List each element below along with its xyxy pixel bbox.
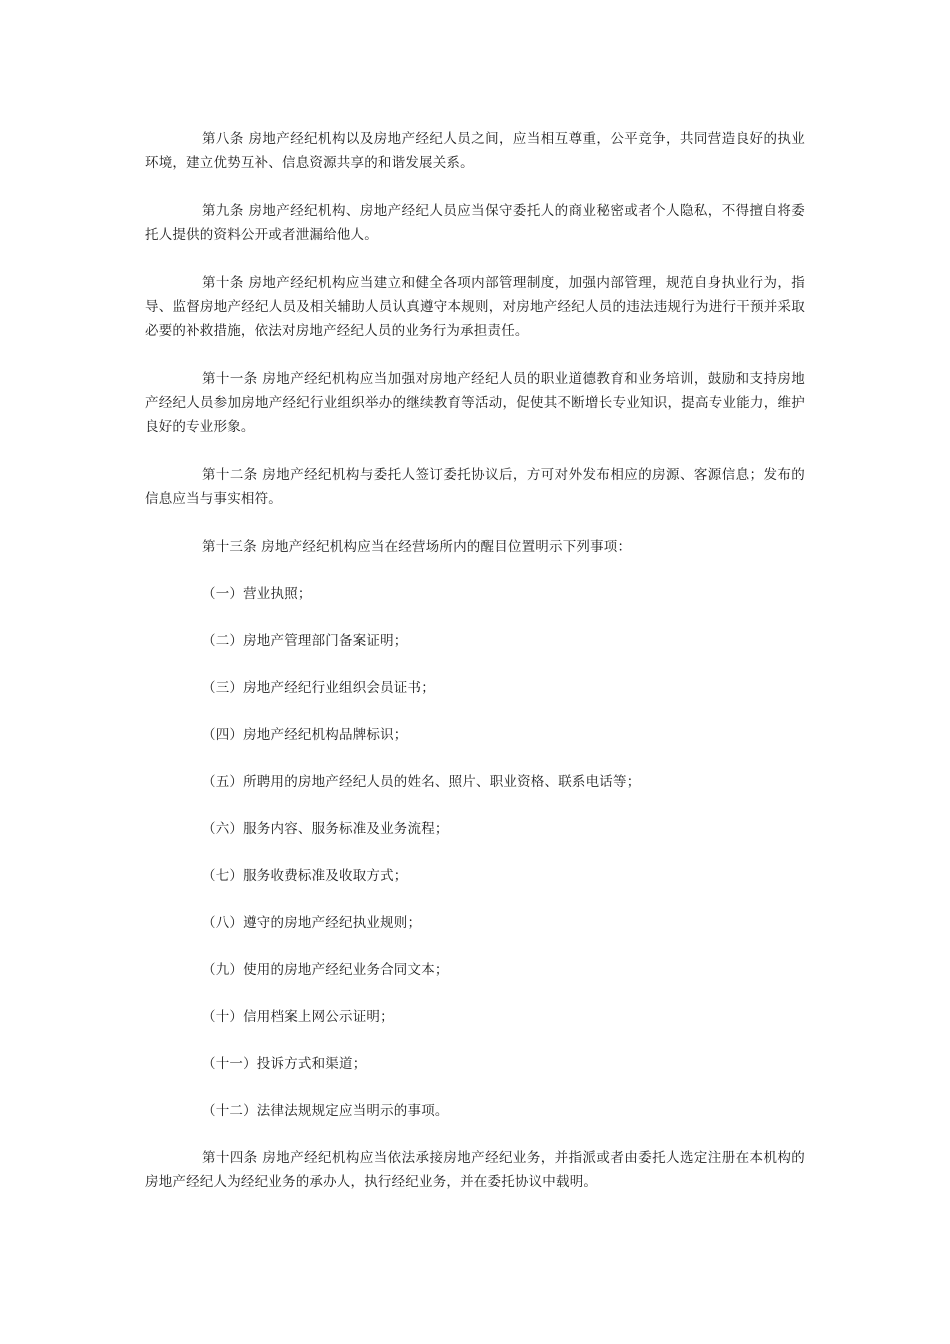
list-item: （八）遵守的房地产经纪执业规则； xyxy=(202,915,422,931)
list-item: （一）营业执照； xyxy=(202,586,312,602)
article-12: 第十二条 房地产经纪机构与委托人签订委托协议后，方可对外发布相应的房源、客源信息；发布的信息应当与事实相符。 xyxy=(145,467,805,507)
document-page xyxy=(145,127,805,1194)
list-item: （十一）投诉方式和渠道； xyxy=(202,1056,367,1072)
list-item: （四）房地产经纪机构品牌标识； xyxy=(202,727,408,743)
article-9: 第九条 房地产经纪机构、房地产经纪人员应当保守委托人的商业秘密或者个人隐私，不得擅自将委托人提供的资料公开或者泄漏给他人。 xyxy=(145,203,805,243)
list-item: （六）服务内容、服务标准及业务流程； xyxy=(202,821,449,837)
list-item: （十二）法律法规规定应当明示的事项。 xyxy=(202,1103,449,1119)
article-10: 第十条 房地产经纪机构应当建立和健全各项内部管理制度，加强内部管理，规范自身执业行为，指导、监督房地产经纪人员及相关辅助人员认真遵守本规则，对房地产经纪人员的违法违规行为进行干预并采取必要的补救措施，依法对房地产经纪人员的业务行为承担责任。 xyxy=(145,275,805,339)
list-item: （五）所聘用的房地产经纪人员的姓名、照片、职业资格、联系电话等； xyxy=(202,774,641,790)
article-11: 第十一条 房地产经纪机构应当加强对房地产经纪人员的职业道德教育和业务培训，鼓励和支持房地产经纪人员参加房地产经纪行业组织举办的继续教育等活动，促使其不断增长专业知识，提高专业能力，维护良好的专业形象。 xyxy=(145,371,805,435)
article-13-item-list xyxy=(145,582,805,1123)
article-14: 第十四条 房地产经纪机构应当依法承接房地产经纪业务，并指派或者由委托人选定注册在本机构的房地产经纪人为经纪业务的承办人，执行经纪业务，并在委托协议中载明。 xyxy=(145,1150,805,1190)
list-item: （七）服务收费标准及收取方式； xyxy=(202,868,408,884)
list-item: （九）使用的房地产经纪业务合同文本； xyxy=(202,962,449,978)
list-item: （二）房地产管理部门备案证明； xyxy=(202,633,408,649)
list-item: （十）信用档案上网公示证明； xyxy=(202,1009,394,1025)
article-8: 第八条 房地产经纪机构以及房地产经纪人员之间，应当相互尊重，公平竞争，共同营造良好的执业环境，建立优势互补、信息资源共享的和谐发展关系。 xyxy=(145,131,805,171)
list-item: （三）房地产经纪行业组织会员证书； xyxy=(202,680,435,696)
article-13: 第十三条 房地产经纪机构应当在经营场所内的醒目位置明示下列事项： xyxy=(202,539,632,555)
